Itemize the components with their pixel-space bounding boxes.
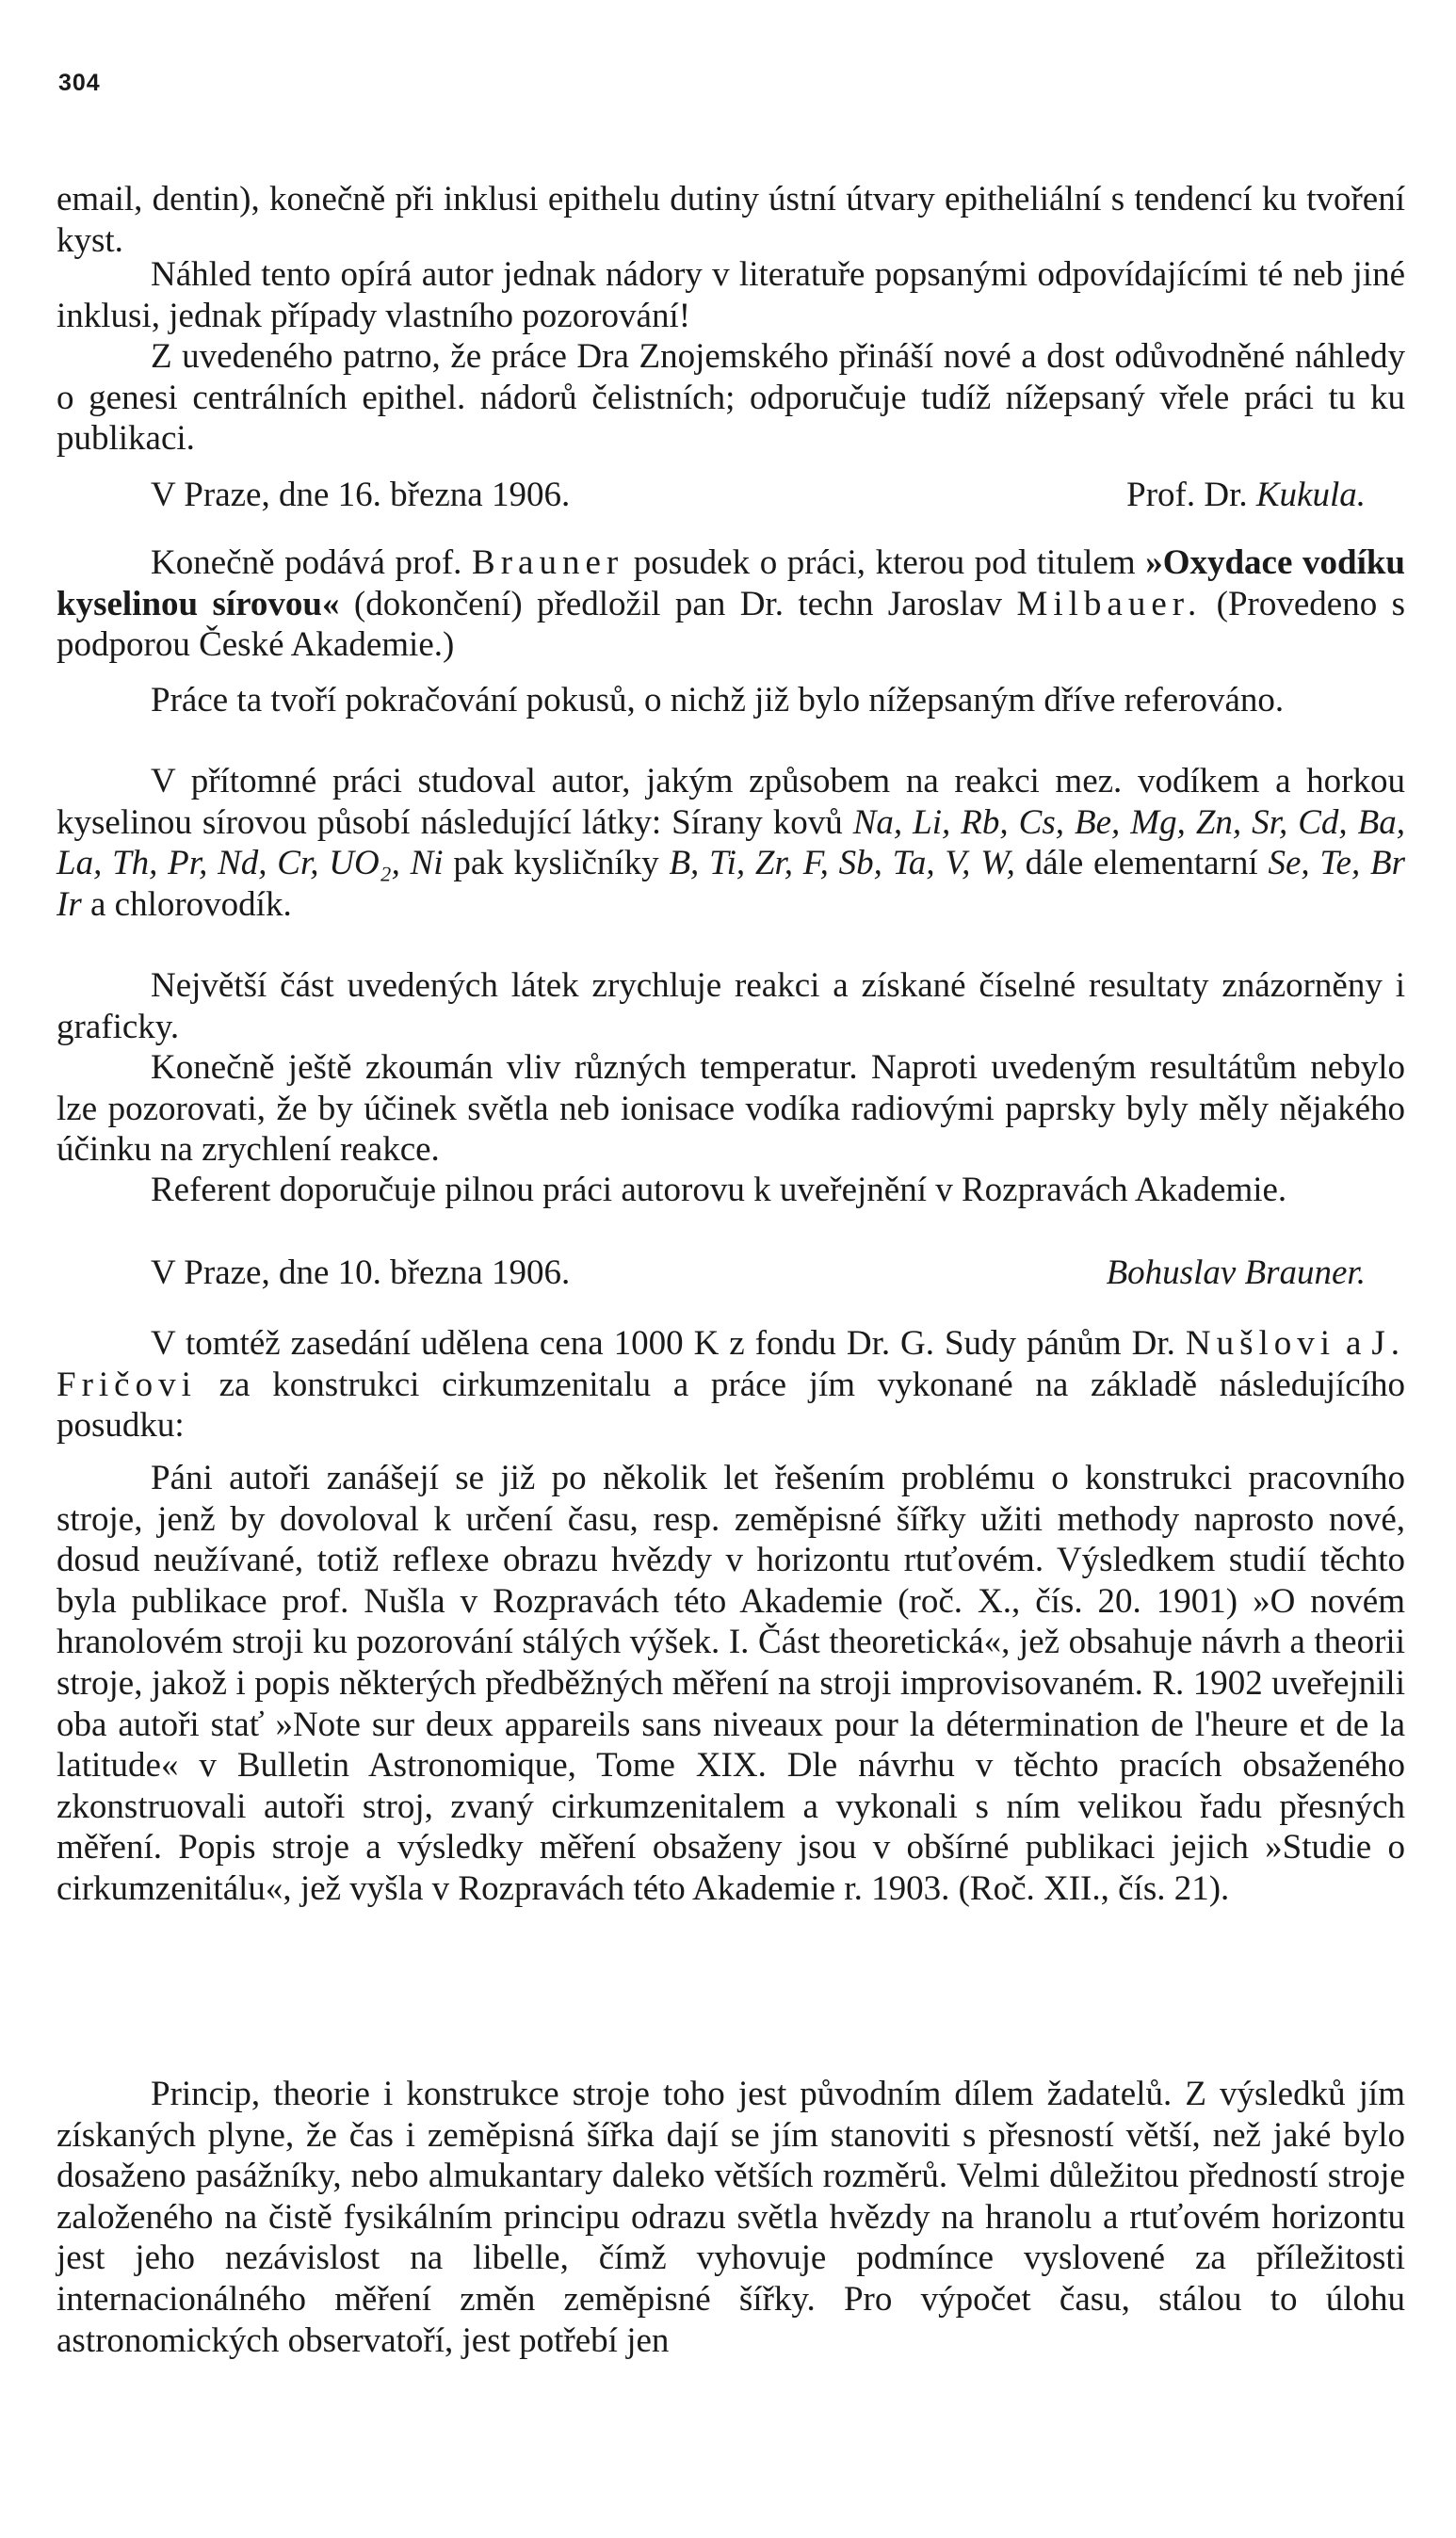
signature-line-kukula (57, 475, 1366, 516)
page-number: 304 (58, 70, 101, 96)
paragraph-continuation: email, dentin), konečně při inklusi epithelu dutiny ústní útvary epitheliální s tendencí ku tvoření kyst. (57, 180, 1405, 260)
paragraph-cena: V tomtéž zasedání udělena cena 1000 K z fondu Dr. G. Sudy pánům Dr. Nušlovi a J. Fričovi za konstrukci cirkumzenitalu a práce jím vykonané na základě následujícího posudku: (57, 1324, 1406, 1446)
paragraph-brauner-intro: Konečně podává prof. Brauner posudek o práci, kterou pod titulem »Oxydace vodíku kyselinou sírovou« (dokončení) předložil pan Dr. techn Jaroslav Milbauer. (Provedeno s podporou České Akademie.) (57, 543, 1406, 665)
paragraph-princip: Princip, theorie i konstrukce stroje toho jest původním dílem žadatelů. Z výsledků jím získaných plyne, že čas i zeměpisná šířka dají se jím stanoviti s přesností větší, než jaké bylo dosaženo pasážníky, nebo almukantary daleko větších rozměrů. Velmi důležitou předností stroje založeného na čistě fysikálním principu odrazu světla hvězdy na hranolu a rtuťovém horizontu jest jeho nezávislost na libelle, čímž vyhovuje podmínce vyslovené za příležitosti internacionálného měření změn zeměpisné šířky. Pro výpočet času, stálou to úlohu astronomických observatoří, jest potřebí jen (57, 2075, 1405, 2360)
paragraph-prace: Práce ta tvoří pokračování pokusů, o nichž již bylo nížepsaným dříve referováno. (151, 681, 1285, 719)
paragraph-temperatur: Konečně ještě zkoumán vliv různých temperatur. Naproti uvedeným resultátům nebylo lze pozorovati, že by účinek světla neb ionisace vodíka radiovými paprsky byly měly nějakého účinku na zrychlení reakce. (57, 1048, 1405, 1170)
signature: Bohuslav Brauner. (1106, 1253, 1366, 1292)
paragraph-elements: V přítomné práci studoval autor, jakým způsobem na reakci mez. vodíkem a horkou kyselinou sírovou působí následující látky: Sírany kovů Na, Li, Rb, Cs, Be, Mg, Zn, Sr, Cd, Ba, La, Th, Pr, Nd, Cr, UO₂, Ni pak kysličníky B, Ti, Zr, F, Sb, Ta, V, W, dále elementarní Se, Te, Br Ir a chlorovodík. (57, 762, 1405, 924)
paragraph-nahled: Náhled tento opírá autor jednak nádory v literatuře popsanými odpovídajícími té neb jiné inklusi, jednak případy vlastního pozorování! (57, 255, 1405, 335)
paragraph-conclusion: Z uvedeného patrno, že práce Dra Znojemského přináší nové a dost odůvodněné náhledy o genesi centrálních epithel. nádorů čelistních; odporučuje tudíž nížepsaný vřele práci tu ku publikaci. (57, 337, 1405, 459)
paragraph-posudek: Páni autoři zanášejí se již po několik let řešením problému o konstrukci pracovního stroje, jenž by dovoloval k určení času, resp. zeměpisné šířky užiti methody naprosto nové, dosud neužívané, totiž reflexe obrazu hvězdy v horizontu rtuťovém. Výsledkem studií těchto byla publikace prof. Nušla v Rozpravách této Akademie (roč. X., čís. 20. 1901) »O novém hranolovém stroji ku pozorování stálých výšek. I. Část theoretická«, jež obsahuje návrh a theorii stroje, jakož i popis některých předběžných měření na stroji improvisovaném. R. 1902 uveřejnili oba autoři stať »Note sur deux appareils sans niveaux pour la détermination de l'heure et de la latitude« v Bulletin Astronomique, Tome XIX. Dle návrhu v těchto pracích obsaženého zkonstruovali autoři stroj, zvaný cirkumzenitalem a vykonali s ním velikou řadu přesných měření. Popis stroje a výsledky měření obsaženy jsou v obšírné publikaci jejich »Studie o cirkumzenitálu«, jež vyšla v Rozpravách této Akademie r. 1903. (Roč. XII., čís. 21). (57, 1459, 1405, 1908)
signature: Prof. Dr. Kukula. (1126, 476, 1366, 514)
paragraph-nejvetsi: Největší část uvedených látek zrychluje reakci a získané číselné resultaty znázorněny i graficky. (57, 966, 1405, 1046)
signature-line-brauner (57, 1253, 1366, 1294)
place-date: V Praze, dne 16. března 1906. (151, 476, 571, 514)
place-date: V Praze, dne 10. března 1906. (151, 1253, 571, 1292)
paragraph-referent: Referent doporučuje pilnou práci autorovu k uveřejnění v Rozpravách Akademie. (151, 1171, 1287, 1209)
